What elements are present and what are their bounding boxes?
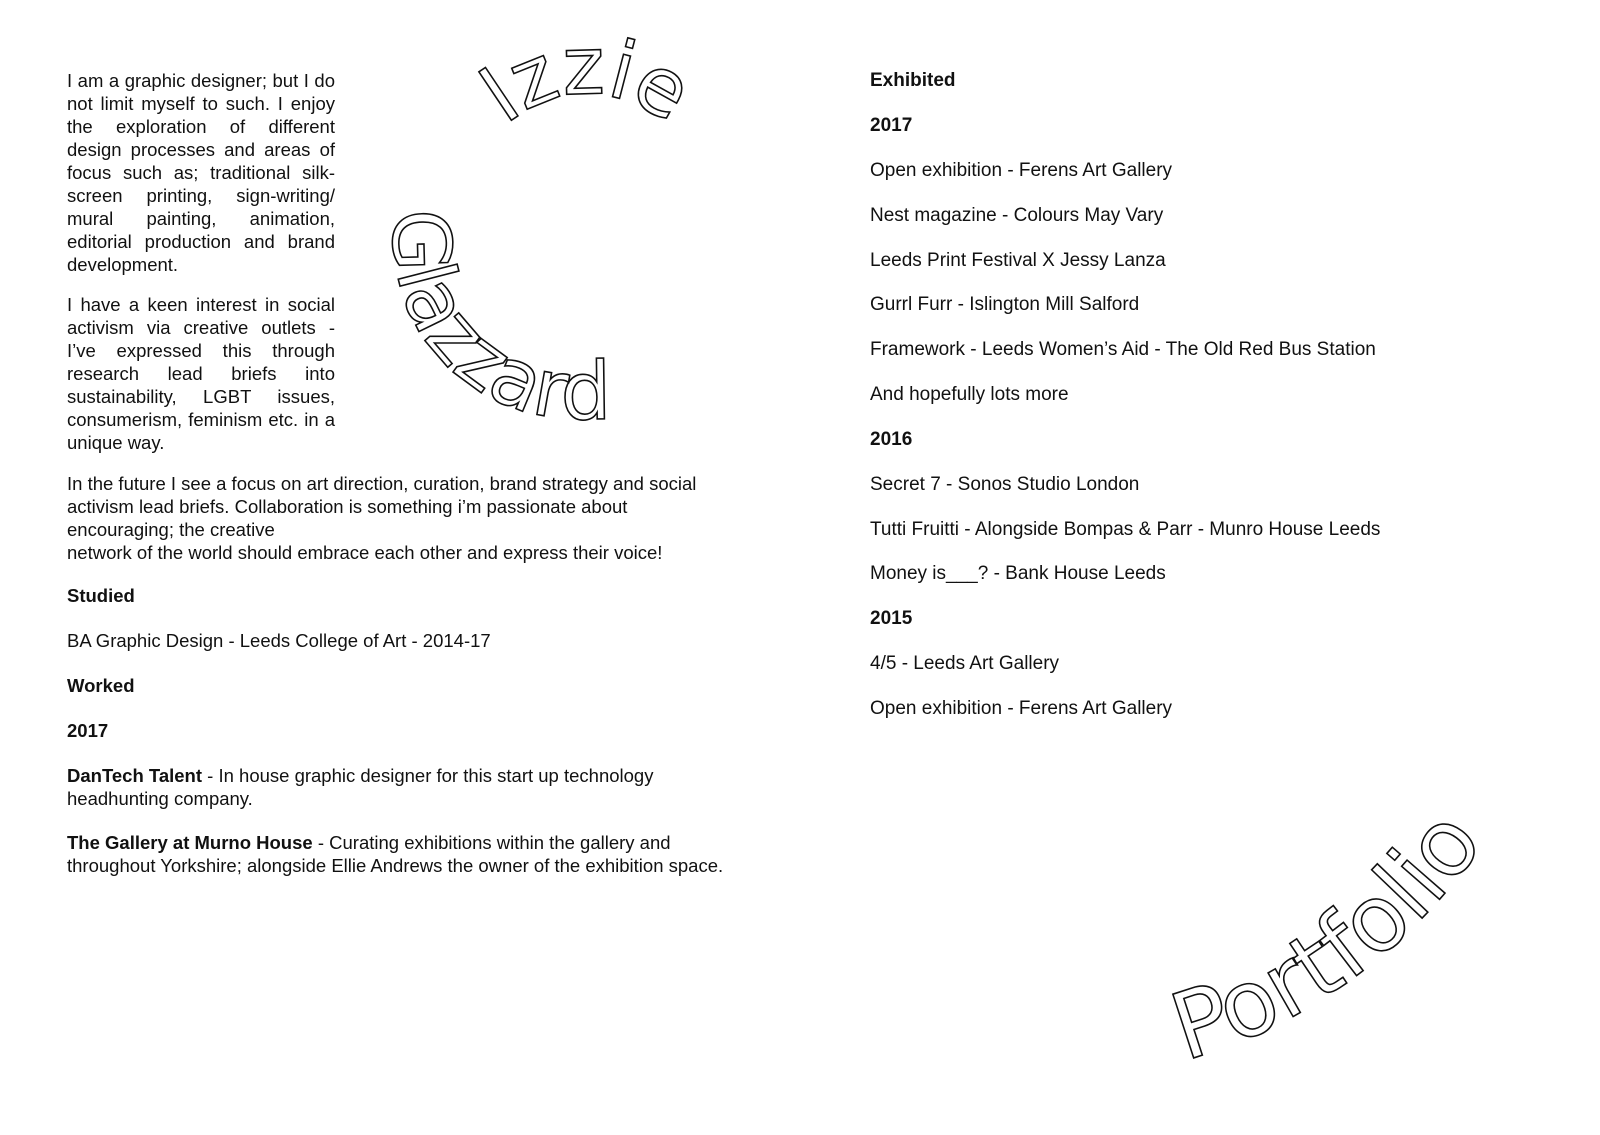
portfolio-title: Portfolio xyxy=(1158,790,1503,1082)
future-paragraph xyxy=(67,472,735,564)
job-entry xyxy=(67,831,727,877)
exhibition-item: Gurrl Furr - Islington Mill Salford xyxy=(870,294,1140,315)
first-name-title: Izzie xyxy=(463,19,707,141)
job-description: - In house graphic designer for this start up technology headhunting company. xyxy=(67,765,654,809)
last-name-title: Glazzard xyxy=(373,208,612,439)
exhibition-item: Open exhibition - Ferens Art Gallery xyxy=(870,160,1173,181)
worked-year: 2017 xyxy=(67,720,109,741)
exhibited-year-2016: 2016 xyxy=(870,429,913,450)
job-description: - Curating exhibitions within the gallery and throughout Yorkshire; alongside Ellie Andrews the owner of the exhibition space. xyxy=(67,832,724,876)
exhibition-item: Secret 7 - Sonos Studio London xyxy=(870,474,1140,495)
exhibition-item: Nest magazine - Colours May Vary xyxy=(870,205,1164,226)
exhibition-item: Tutti Fruitti - Alongside Bompas & Parr - Munro House Leeds xyxy=(870,519,1381,540)
exhibition-item: Framework - Leeds Women’s Aid - The Old Red Bus Station xyxy=(870,339,1376,360)
studied-item: BA Graphic Design - Leeds College of Art - 2014-17 xyxy=(67,630,491,651)
future-paragraph-part-1: In the future I see a focus on art direction, curation, brand strategy and social activism lead briefs. Collaboration is something i’m passionate about encouraging; the creative xyxy=(67,473,697,540)
worked-heading: Worked xyxy=(67,675,135,696)
job-entry xyxy=(67,764,707,810)
future-paragraph-part-2: network of the world should embrace each other and express their voice! xyxy=(67,542,663,563)
exhibition-item: 4/5 - Leeds Art Gallery xyxy=(870,653,1060,674)
exhibition-item: Money is___? - Bank House Leeds xyxy=(870,563,1166,584)
exhibition-item: And hopefully lots more xyxy=(870,384,1069,405)
exhibited-year-2015: 2015 xyxy=(870,608,913,629)
intro-paragraph-1: I am a graphic designer; but I do not limit myself to such. I enjoy the exploration of different design processes and areas of focus such as; traditional silk-screen printing, sign-writing/ mural painting, animation, editorial production and brand development. xyxy=(67,70,335,275)
exhibition-item: Open exhibition - Ferens Art Gallery xyxy=(870,698,1173,719)
studied-heading: Studied xyxy=(67,585,135,606)
job-company: The Gallery at Murno House xyxy=(67,832,313,853)
intro-paragraph-2: I have a keen interest in social activism via creative outlets - I’ve expressed this through research lead briefs into sustainability, LGBT issues, consumerism, feminism etc. in a unique way. xyxy=(67,294,335,453)
exhibited-year-2017: 2017 xyxy=(870,115,913,136)
exhibited-heading: Exhibited xyxy=(870,70,956,91)
exhibition-item: Leeds Print Festival X Jessy Lanza xyxy=(870,250,1166,271)
job-company: DanTech Talent xyxy=(67,765,203,786)
